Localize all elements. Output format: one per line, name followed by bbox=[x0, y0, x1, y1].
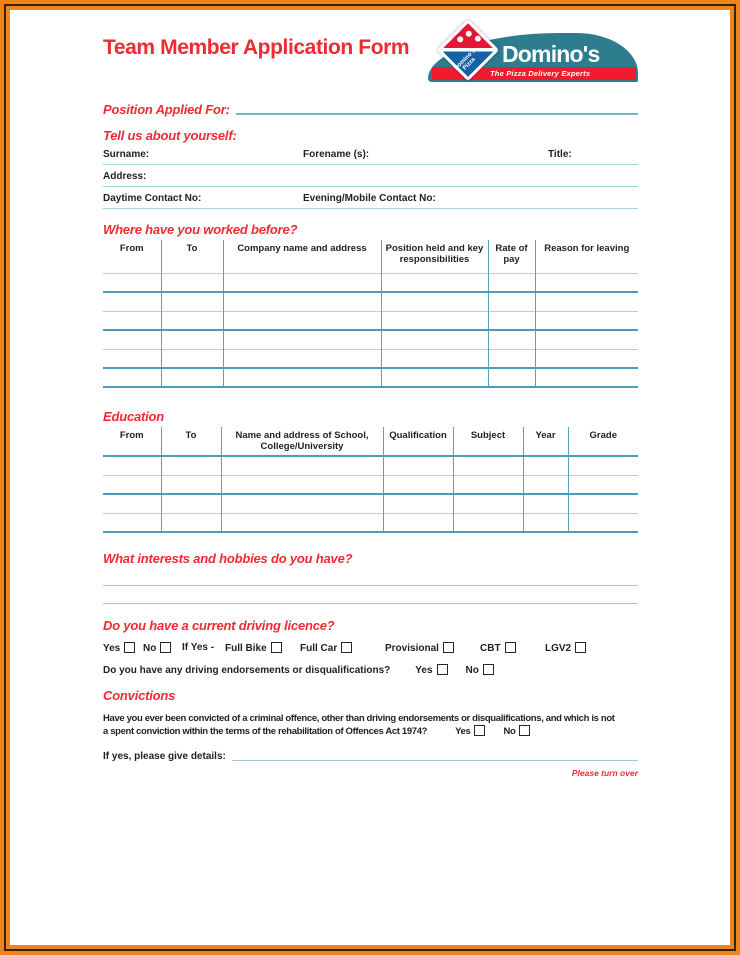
empty-cell bbox=[488, 273, 535, 292]
edu-col-to: To bbox=[161, 427, 221, 456]
table-row bbox=[103, 292, 638, 311]
empty-cell bbox=[161, 311, 223, 330]
convictions-heading: Convictions bbox=[103, 688, 176, 703]
empty-cell bbox=[103, 273, 161, 292]
turn-over-note: Please turn over bbox=[571, 768, 638, 778]
cbt-label: CBT bbox=[480, 643, 501, 654]
empty-cell bbox=[103, 311, 161, 330]
empty-cell bbox=[161, 292, 223, 311]
table-row bbox=[103, 475, 638, 494]
empty-cell bbox=[161, 349, 223, 368]
full-car-option bbox=[300, 642, 352, 654]
empty-cell bbox=[221, 494, 383, 513]
address-row[interactable] bbox=[103, 165, 638, 187]
interests-input-line[interactable] bbox=[103, 586, 638, 604]
driving-heading: Do you have a current driving licence? bbox=[103, 618, 335, 633]
work-table-header-row bbox=[103, 240, 638, 273]
page-title: Team Member Application Form bbox=[103, 36, 410, 59]
empty-cell bbox=[223, 330, 381, 349]
edu-col-year: Year bbox=[523, 427, 568, 456]
empty-cell bbox=[488, 349, 535, 368]
interests-heading: What interests and hobbies do you have? bbox=[103, 551, 353, 566]
title-label: Title: bbox=[548, 149, 572, 160]
empty-cell bbox=[383, 513, 453, 532]
empty-cell bbox=[381, 368, 488, 387]
empty-cell bbox=[103, 368, 161, 387]
empty-cell bbox=[221, 513, 383, 532]
empty-cell bbox=[568, 456, 638, 475]
frame-mid bbox=[4, 4, 736, 951]
empty-cell bbox=[453, 456, 523, 475]
if-yes-label: If Yes - bbox=[182, 642, 215, 653]
driving-options-row bbox=[103, 642, 638, 658]
full-car-label: Full Car bbox=[300, 643, 338, 654]
endorsements-yes-option bbox=[415, 664, 447, 676]
tile-text: Domino's Pizza bbox=[453, 48, 477, 72]
empty-cell bbox=[535, 349, 638, 368]
surname-label: Surname: bbox=[103, 149, 150, 160]
empty-cell bbox=[383, 494, 453, 513]
empty-cell bbox=[535, 292, 638, 311]
empty-cell bbox=[383, 475, 453, 494]
details-input-line[interactable] bbox=[232, 760, 638, 761]
empty-cell bbox=[103, 456, 161, 475]
empty-cell bbox=[161, 456, 221, 475]
empty-cell bbox=[103, 513, 161, 532]
empty-cell bbox=[223, 292, 381, 311]
driving-no-option bbox=[143, 642, 171, 654]
empty-cell bbox=[523, 513, 568, 532]
empty-cell bbox=[568, 475, 638, 494]
form-page bbox=[6, 6, 734, 949]
empty-cell bbox=[381, 292, 488, 311]
endorsements-no-checkbox[interactable] bbox=[483, 664, 494, 675]
position-applied-input-line[interactable] bbox=[236, 113, 638, 115]
daytime-contact-label: Daytime Contact No: bbox=[103, 193, 202, 204]
provisional-checkbox[interactable] bbox=[443, 642, 454, 653]
empty-cell bbox=[453, 513, 523, 532]
work-history-table bbox=[103, 240, 638, 388]
empty-cell bbox=[523, 456, 568, 475]
driving-yes-checkbox[interactable] bbox=[124, 642, 135, 653]
empty-cell bbox=[453, 475, 523, 494]
empty-cell bbox=[453, 494, 523, 513]
table-row bbox=[103, 494, 638, 513]
forename-label: Forename (s): bbox=[303, 149, 370, 160]
address-label: Address: bbox=[103, 171, 147, 182]
education-heading: Education bbox=[103, 409, 165, 424]
empty-cell bbox=[103, 475, 161, 494]
contact-numbers-row[interactable] bbox=[103, 187, 638, 209]
table-row bbox=[103, 368, 638, 387]
empty-cell bbox=[535, 273, 638, 292]
driving-no-label: No bbox=[143, 643, 157, 654]
form-header bbox=[103, 23, 638, 87]
education-table bbox=[103, 427, 638, 533]
empty-cell bbox=[161, 513, 221, 532]
table-row bbox=[103, 349, 638, 368]
tile-dot-icon bbox=[464, 29, 472, 37]
provisional-option bbox=[385, 642, 454, 654]
position-applied-row bbox=[103, 102, 638, 117]
endorsements-no-option bbox=[466, 664, 494, 676]
convictions-question bbox=[103, 712, 638, 738]
brand-tagline: The Pizza Delivery Experts bbox=[490, 69, 591, 78]
education-table-header-row bbox=[103, 427, 638, 456]
details-label: If yes, please give details: bbox=[103, 751, 226, 762]
lgv2-label: LGV2 bbox=[545, 643, 572, 654]
empty-cell bbox=[535, 311, 638, 330]
work-col-company: Company name and address bbox=[223, 240, 381, 273]
edu-col-qualification: Qualification bbox=[383, 427, 453, 456]
dominos-logo bbox=[418, 23, 638, 85]
convictions-no-checkbox[interactable] bbox=[519, 725, 530, 736]
driving-yes-label: Yes bbox=[103, 643, 121, 654]
work-heading: Where have you worked before? bbox=[103, 222, 298, 237]
endorsements-question: Do you have any driving endorsements or disqualifications? bbox=[103, 664, 391, 676]
details-row bbox=[103, 751, 638, 762]
empty-cell bbox=[161, 494, 221, 513]
tile-dot-icon bbox=[474, 34, 482, 42]
empty-cell bbox=[488, 368, 535, 387]
empty-cell bbox=[568, 494, 638, 513]
empty-cell bbox=[523, 475, 568, 494]
convictions-no-label: No bbox=[503, 726, 516, 737]
work-col-reason: Reason for leaving bbox=[535, 240, 638, 273]
full-car-checkbox[interactable] bbox=[341, 642, 352, 653]
position-applied-label: Position Applied For: bbox=[103, 102, 230, 117]
convictions-question-line2: a spent conviction within the terms of the rehabilitation of Offences Act 1974? bbox=[103, 726, 428, 737]
empty-cell bbox=[535, 368, 638, 387]
lgv2-option bbox=[545, 642, 586, 654]
empty-cell bbox=[488, 330, 535, 349]
full-bike-label: Full Bike bbox=[225, 643, 267, 654]
cbt-checkbox[interactable] bbox=[505, 642, 516, 653]
endorsements-no-label: No bbox=[465, 665, 479, 676]
full-bike-checkbox[interactable] bbox=[271, 642, 282, 653]
driving-no-checkbox[interactable] bbox=[160, 642, 171, 653]
work-col-to: To bbox=[161, 240, 223, 273]
lgv2-checkbox[interactable] bbox=[575, 642, 586, 653]
cbt-option bbox=[480, 642, 516, 654]
empty-cell bbox=[381, 273, 488, 292]
driving-yes-option bbox=[103, 642, 135, 654]
empty-cell bbox=[223, 273, 381, 292]
endorsements-row bbox=[103, 664, 638, 676]
empty-cell bbox=[161, 330, 223, 349]
table-row bbox=[103, 513, 638, 532]
form-content bbox=[10, 10, 730, 778]
empty-cell bbox=[103, 292, 161, 311]
convictions-no-option bbox=[503, 725, 530, 738]
endorsements-yes-label: Yes bbox=[415, 665, 433, 676]
interests-input-line[interactable] bbox=[103, 566, 638, 586]
table-row bbox=[103, 330, 638, 349]
empty-cell bbox=[223, 311, 381, 330]
provisional-label: Provisional bbox=[385, 643, 439, 654]
table-row bbox=[103, 311, 638, 330]
convictions-yes-label: Yes bbox=[455, 726, 471, 737]
empty-cell bbox=[103, 494, 161, 513]
empty-cell bbox=[535, 330, 638, 349]
brand-wordmark: Domino's bbox=[502, 41, 600, 67]
empty-cell bbox=[103, 349, 161, 368]
edu-col-subject: Subject bbox=[453, 427, 523, 456]
convictions-question-line1: Have you ever been convicted of a criminal offence, other than driving endorsements or disqualifications, and which is not bbox=[103, 713, 615, 724]
empty-cell bbox=[383, 456, 453, 475]
names-row[interactable] bbox=[103, 143, 638, 165]
endorsements-yes-checkbox[interactable] bbox=[437, 664, 448, 675]
table-row bbox=[103, 456, 638, 475]
convictions-yes-checkbox[interactable] bbox=[474, 725, 485, 736]
empty-cell bbox=[488, 311, 535, 330]
empty-cell bbox=[381, 349, 488, 368]
edu-col-school: Name and address of School, College/University bbox=[221, 427, 383, 456]
empty-cell bbox=[523, 494, 568, 513]
work-col-rate: Rate of pay bbox=[488, 240, 535, 273]
empty-cell bbox=[161, 273, 223, 292]
about-heading: Tell us about yourself: bbox=[103, 128, 237, 143]
empty-cell bbox=[488, 292, 535, 311]
empty-cell bbox=[161, 475, 221, 494]
empty-cell bbox=[103, 330, 161, 349]
evening-contact-label: Evening/Mobile Contact No: bbox=[303, 193, 436, 204]
edu-col-from: From bbox=[119, 430, 144, 441]
work-col-from: From bbox=[119, 243, 144, 254]
tile-dot-icon bbox=[456, 35, 464, 43]
convictions-yes-option bbox=[455, 725, 485, 738]
table-row bbox=[103, 273, 638, 292]
empty-cell bbox=[221, 475, 383, 494]
full-bike-option bbox=[225, 642, 282, 654]
empty-cell bbox=[568, 513, 638, 532]
empty-cell bbox=[161, 368, 223, 387]
empty-cell bbox=[381, 330, 488, 349]
empty-cell bbox=[223, 368, 381, 387]
edu-col-grade: Grade bbox=[568, 427, 638, 456]
work-col-position: Position held and key responsibilities bbox=[381, 240, 488, 273]
empty-cell bbox=[381, 311, 488, 330]
empty-cell bbox=[223, 349, 381, 368]
empty-cell bbox=[221, 456, 383, 475]
